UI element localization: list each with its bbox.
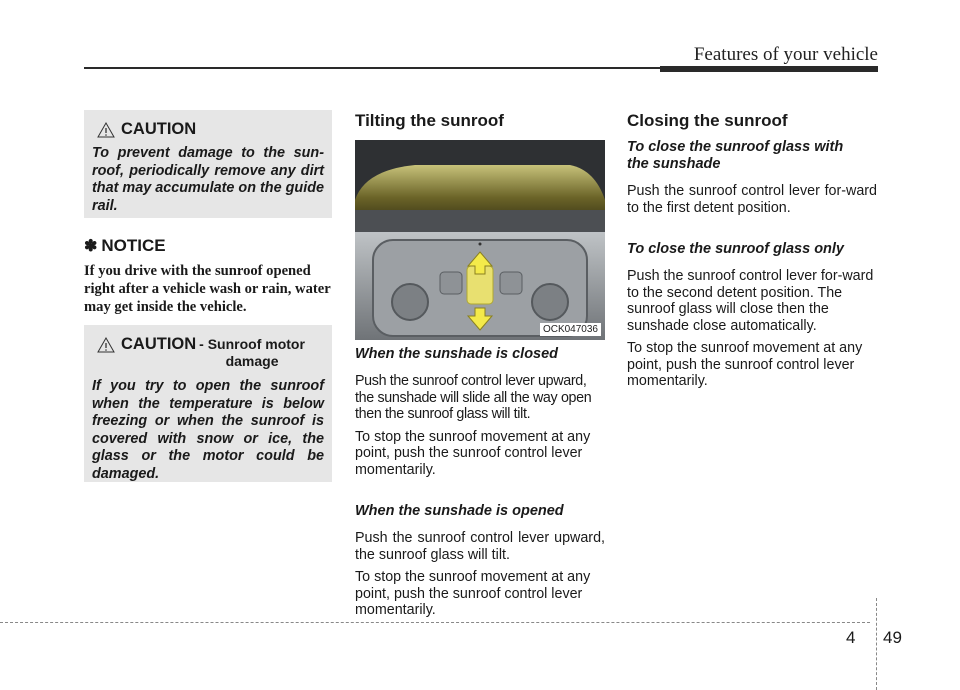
sunshade-closed-paragraph-1: Push the sunroof control lever upward, the sunshade will slide all the way open then the sunroof glass will tilt. [355,373,592,422]
sunshade-closed-paragraph-2: To stop the sunroof movement at any point, push the sunroof control lever momentarily. [355,428,591,478]
caution-subtitle [199,335,305,370]
tilting-section-body [355,346,605,619]
footer-dashed-rule [0,622,870,623]
caution-text: If you try to open the sunroof when the temperature is below freezing or when the sunroof is covered with snow or ice, the glass or the motor could be damaged. [92,378,324,482]
caution-subtitle-line1: - Sunroof motor [199,336,305,352]
tilting-section-heading-wrap [355,111,605,131]
caution-heading [97,120,324,139]
close-with-sunshade-paragraph: Push the sunroof control lever for-ward to the first detent position. [627,183,877,216]
caution-box-motor [84,325,332,482]
warning-triangle-icon [97,122,115,138]
close-glass-only-paragraph-1: Push the sunroof control lever for-ward to the second detent position. The sunroof glass will close then the sunshade close automatically. [627,268,874,334]
caution-box-guide-rail [84,110,332,218]
close-with-sunshade-subtitle: To close the sunroof glass with the sunshade [627,139,844,172]
caution-title: CAUTION [121,120,197,138]
caution-heading [97,335,324,370]
caution-title: CAUTION [121,335,197,353]
photo-code-label: OCK047036 [540,323,601,336]
notice-heading [84,236,166,256]
page-header-title: Features of your vehicle [693,44,878,65]
sunshade-opened-paragraph-1: Push the sunroof control lever upward, the sunroof glass will tilt. [355,530,605,563]
sunshade-closed-subtitle: When the sunshade is closed [355,346,559,362]
sunroof-control-photo [355,140,605,340]
sunshade-opened-subtitle: When the sunshade is opened [355,503,564,519]
close-glass-only-paragraph-2: To stop the sunroof movement at any point, push the sunroof control lever momentarily. [627,340,863,389]
sunshade-opened-paragraph-2: To stop the sunroof movement at any point, push the sunroof control lever momentarily. [355,569,591,618]
closing-section-title: Closing the sunroof [627,111,788,130]
notice-symbol-icon: ✽ [84,238,98,255]
header-accent-bar [660,66,878,72]
caution-subtitle-line2: damage [225,353,279,369]
footer-dashed-divider [876,598,877,690]
overhead-console-illustration [355,140,605,340]
caution-text: To prevent damage to the sun-roof, periodically remove any dirt that may accumulate on the guide rail. [92,145,324,214]
tilting-section-title: Tilting the sunroof [355,111,504,130]
notice-text: If you drive with the sunroof opened right after a vehicle wash or rain, water may get inside the vehicle. [84,263,331,315]
page-number: 49 [883,628,902,647]
closing-section [627,111,877,390]
close-glass-only-subtitle: To close the sunroof glass only [627,241,844,257]
chapter-number: 4 [846,628,856,647]
notice-title: NOTICE [101,236,166,255]
warning-triangle-icon [97,337,115,353]
